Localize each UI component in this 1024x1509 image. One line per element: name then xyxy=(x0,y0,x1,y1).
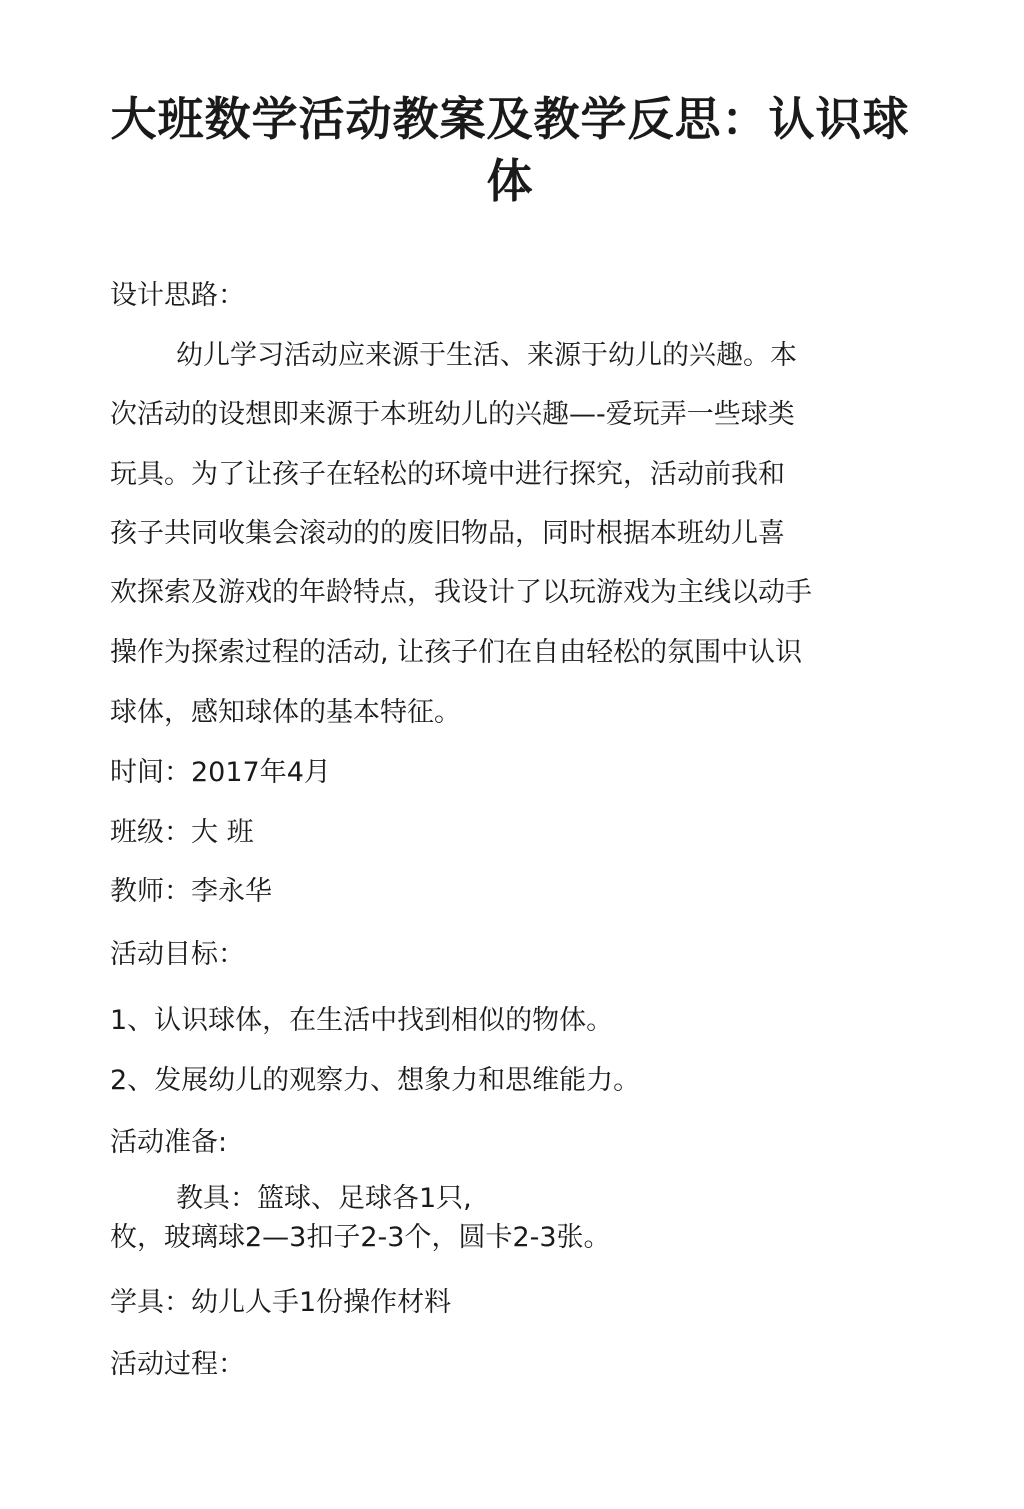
design-paragraph-line-2: 次活动的设想即来源于本班幼儿的兴趣—-爱玩弄一些球类 xyxy=(110,399,795,430)
design-paragraph-line-6: 操作为探索过程的活动, 让孩子们在自由轻松的氛围中认识 xyxy=(110,637,803,668)
design-paragraph-line-5: 欢探索及游戏的年龄特点，我设计了以玩游戏为主线以动手 xyxy=(110,577,812,608)
process-heading: 活动过程： xyxy=(110,1349,245,1380)
student-tools-line: 学具：幼儿人手1份操作材料 xyxy=(110,1287,452,1318)
design-heading: 设计思路： xyxy=(110,280,245,311)
document-title xyxy=(60,88,960,212)
class-line: 班级：大 班 xyxy=(110,817,254,848)
prep-teaching-tools-line-2: 枚，玻璃球2—3扣子2-3个，圆卡2-3张。 xyxy=(110,1222,611,1253)
goals-heading: 活动目标： xyxy=(110,939,245,970)
design-paragraph-line-4: 孩子共同收集会滚动的的废旧物品，同时根据本班幼儿喜 xyxy=(110,518,785,549)
time-line: 时间：2017年4月 xyxy=(110,757,331,788)
teacher-line: 教师：李永华 xyxy=(110,876,272,907)
prep-teaching-tools-line-1: 教具：篮球、足球各1只, xyxy=(176,1183,472,1214)
design-paragraph-line-7: 球体，感知球体的基本特征。 xyxy=(110,697,461,728)
goal-item-1: 1、认识球体，在生活中找到相似的物体。 xyxy=(110,1005,614,1036)
prep-heading: 活动准备: xyxy=(110,1127,228,1158)
design-paragraph-line-3: 玩具。为了让孩子在轻松的环境中进行探究，活动前我和 xyxy=(110,459,785,490)
goal-item-2: 2、发展幼儿的观察力、想象力和思维能力。 xyxy=(110,1065,641,1096)
title-line-1: 大班数学活动教案及教学反思：认识球 xyxy=(110,92,910,146)
title-line-2: 体 xyxy=(486,154,534,208)
design-paragraph-line-1: 幼儿学习活动应来源于生活、来源于幼儿的兴趣。本 xyxy=(176,340,797,371)
